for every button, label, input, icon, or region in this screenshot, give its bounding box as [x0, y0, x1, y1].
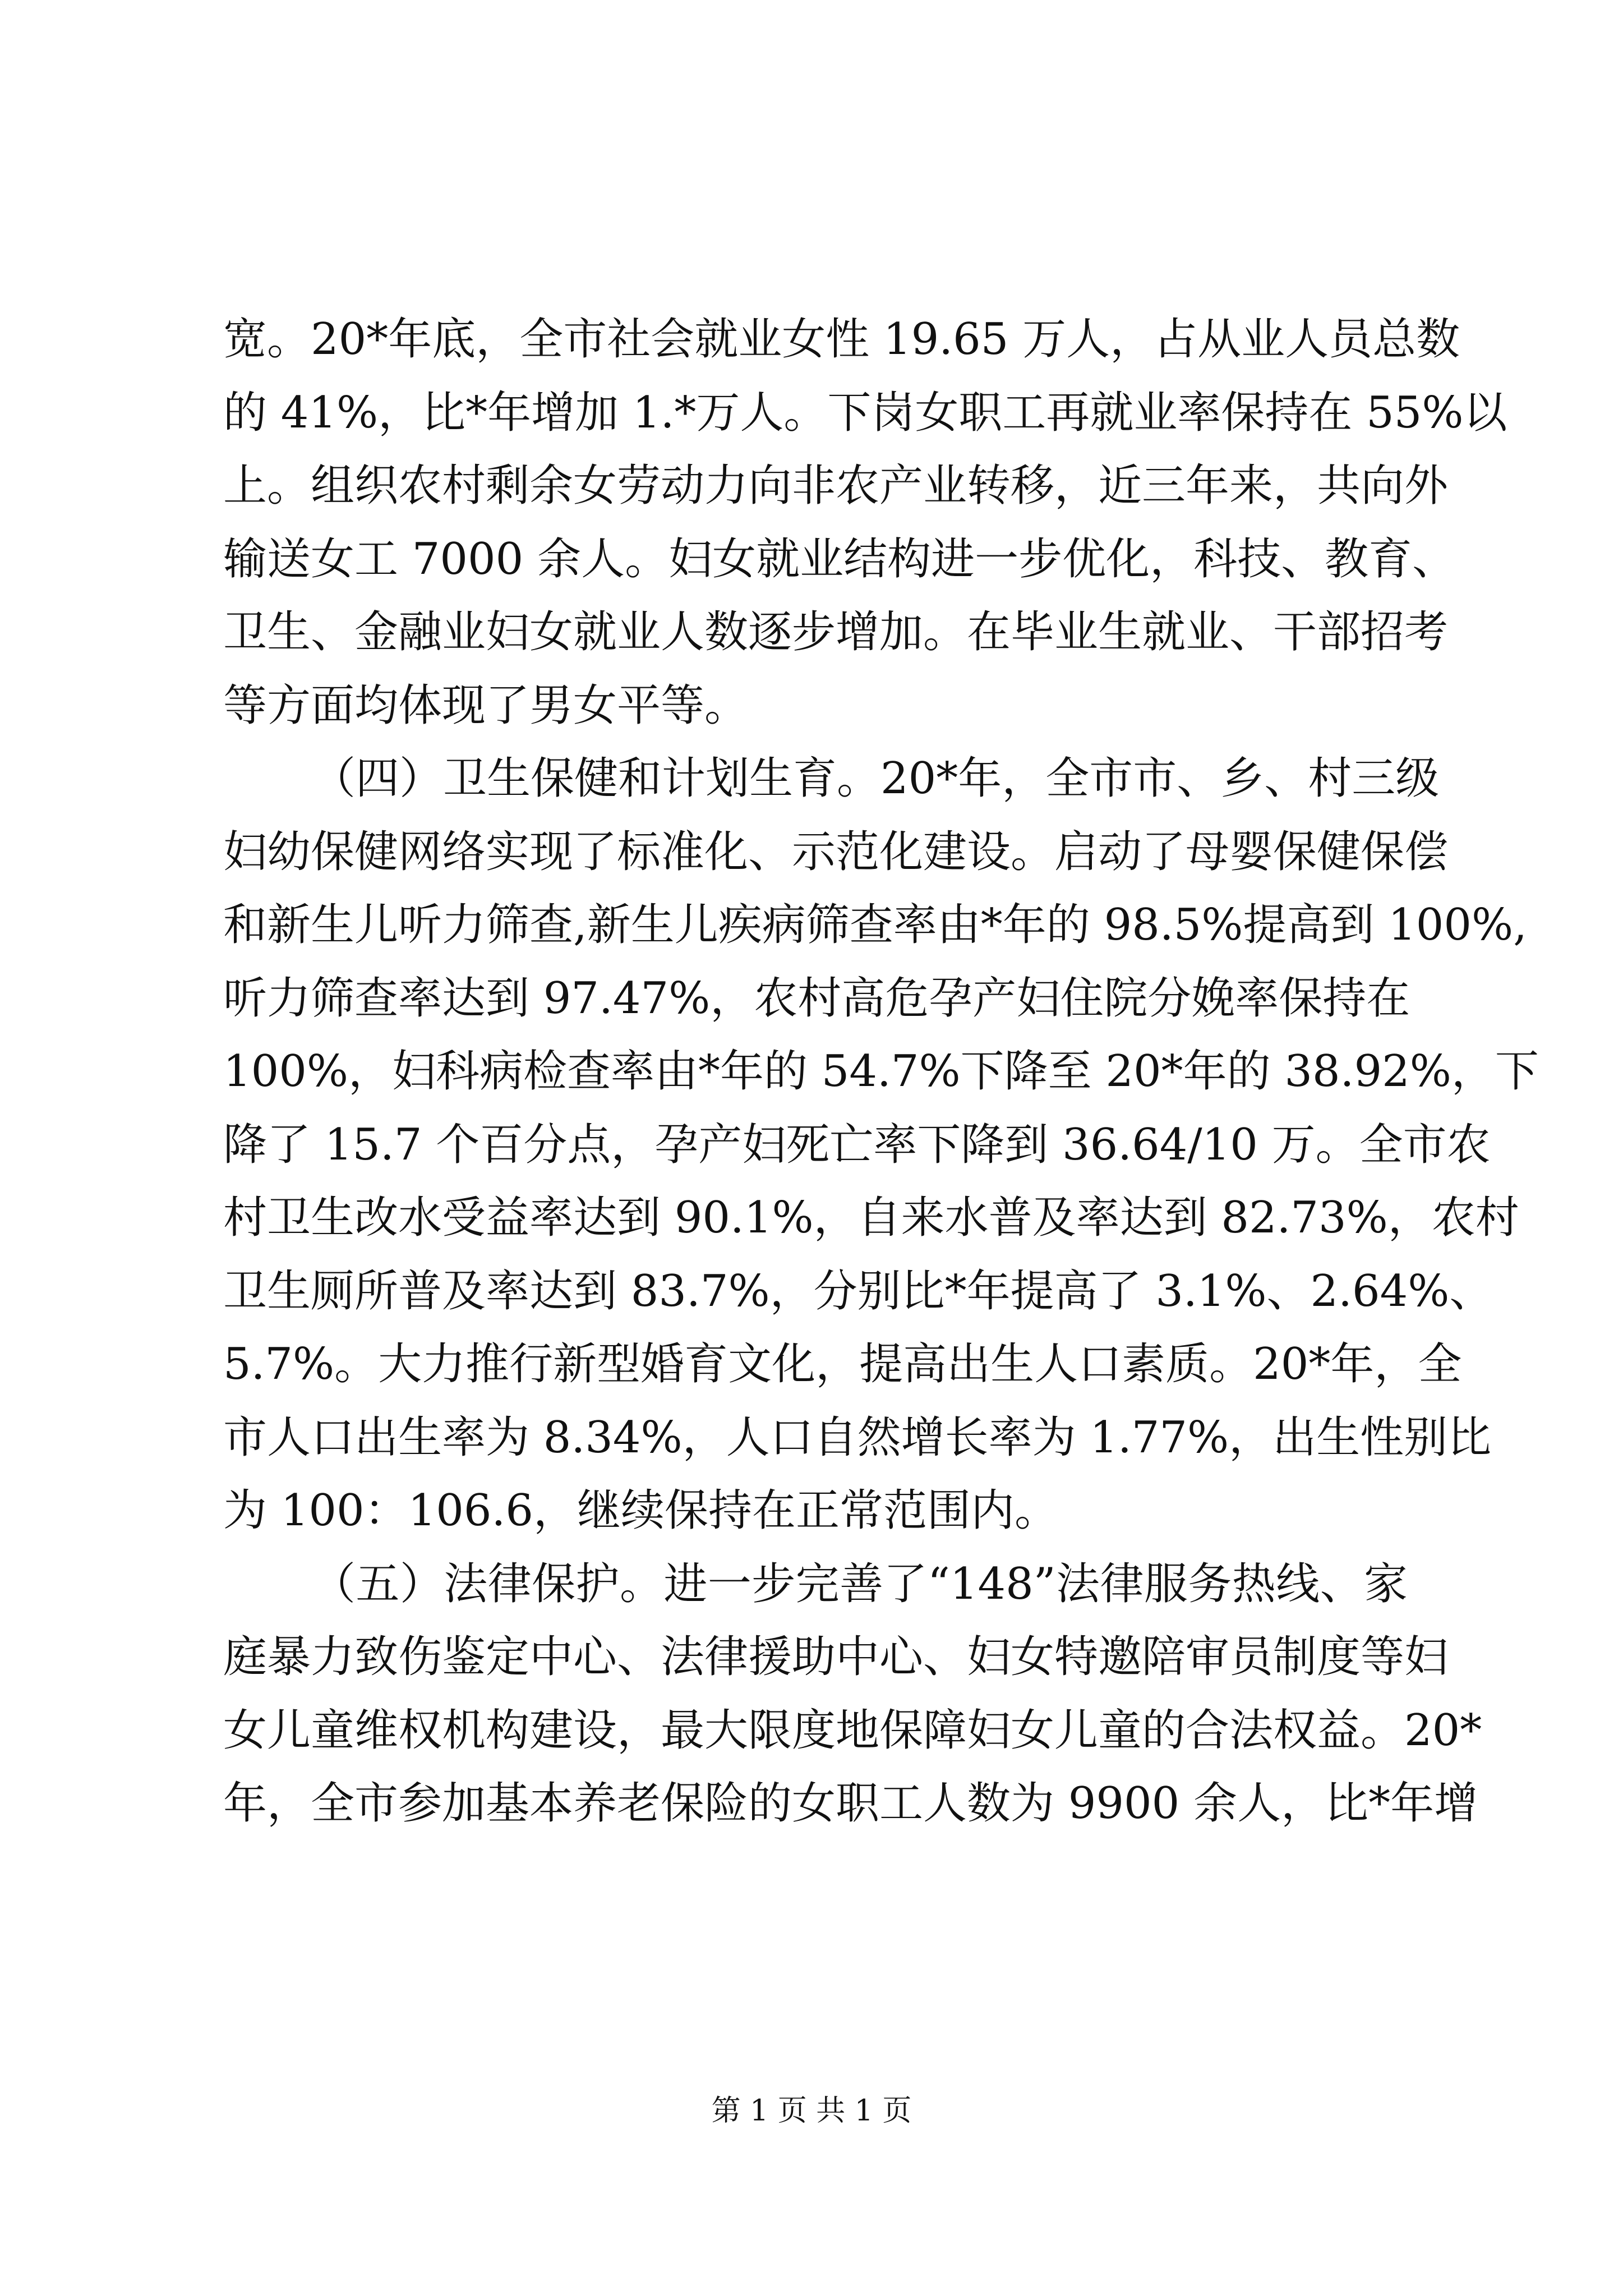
text-line: 村卫生改水受益率达到 90.1%，自来水普及率达到 82.73%，农村 [223, 1193, 1519, 1243]
text-line: 输送女工 7000 余人。妇女就业结构进一步优化，科技、教育、 [223, 533, 1456, 585]
page-footer: 第 1 页 共 1 页 [711, 2094, 912, 2128]
text-line: 宽。20*年底，全市社会就业女性 19.65 万人，占从业人员总数 [223, 314, 1460, 365]
text-line-section-heading: （五）法律保护。进一步完善了“148”法律服务热线、家 [312, 1558, 1408, 1609]
text-line: 降了 15.7 个百分点，孕产妇死亡率下降到 36.64/10 万。全市农 [223, 1119, 1491, 1170]
text-line: 妇幼保健网络实现了标准化、示范化建设。启动了母婴保健保偿 [223, 826, 1449, 877]
text-line: 和新生儿听力筛查,新生儿疾病筛查率由*年的 98.5%提高到 100%, [223, 900, 1527, 950]
text-line: 听力筛查率达到 97.47%，农村高危孕产妇住院分娩率保持在 [223, 973, 1410, 1024]
text-line: 上。组织农村剩余女劳动力向非农产业转移，近三年来，共向外 [223, 461, 1449, 511]
body-text [223, 303, 1539, 1841]
text-line: 卫生、金融业妇女就业人数逐步增加。在毕业生就业、干部招考 [223, 607, 1449, 657]
text-line: 为 100：106.6，继续保持在正常范围内。 [223, 1485, 1058, 1536]
text-line: 等方面均体现了男女平等。 [223, 680, 749, 731]
text-line: 女儿童维权机构建设，最大限度地保障妇女儿童的合法权益。20* [223, 1705, 1482, 1756]
text-line: 100%，妇科病检查率由*年的 54.7%下降至 20*年的 38.92%，下 [223, 1046, 1539, 1097]
text-line: 年，全市参加基本养老保险的女职工人数为 9900 余人，比*年增 [223, 1778, 1478, 1829]
text-line: 市人口出生率为 8.34%，人口自然增长率为 1.77%，出生性别比 [223, 1412, 1492, 1463]
text-line: 庭暴力致伤鉴定中心、法律援助中心、妇女特邀陪审员制度等妇 [223, 1632, 1449, 1682]
text-line: 5.7%。大力推行新型婚育文化，提高出生人口素质。20*年，全 [223, 1339, 1462, 1389]
text-line: 卫生厕所普及率达到 83.7%，分别比*年提高了 3.1%、2.64%、 [223, 1266, 1493, 1317]
text-line-section-heading: （四）卫生保健和计划生育。20*年，全市市、乡、村三级 [312, 753, 1440, 804]
text-line: 的 41%，比*年增加 1.*万人。下岗女职工再就业率保持在 55%以 [223, 387, 1507, 438]
